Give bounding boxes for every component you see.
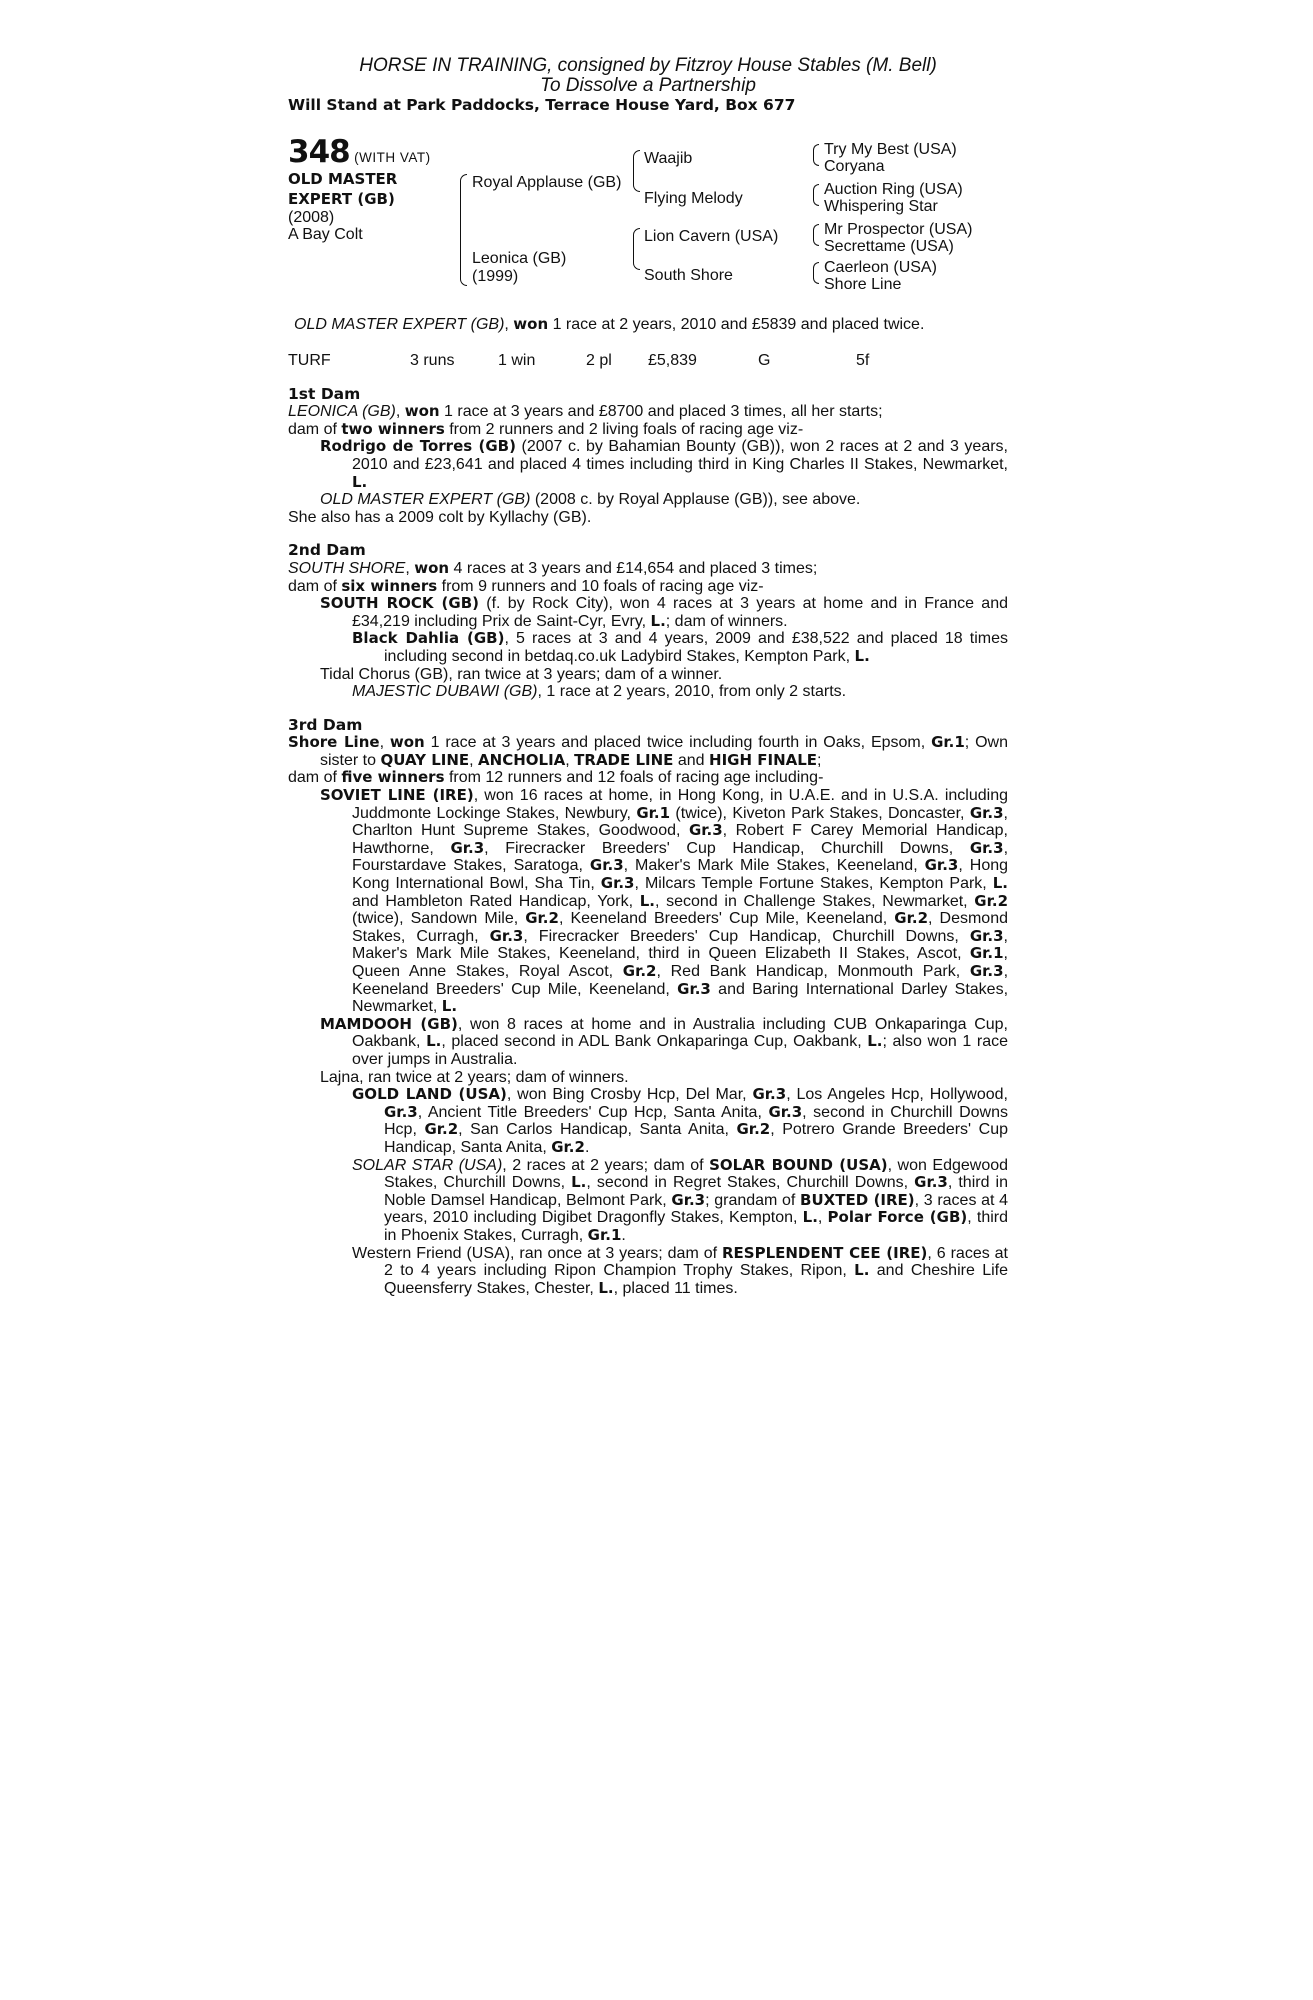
consignor-line: HORSE IN TRAINING, consigned by Fitzroy House Stables (M. Bell) (359, 55, 937, 76)
turf-earnings: £5,839 (648, 351, 697, 369)
pedigree-sire-dam: Flying Melody (644, 190, 743, 207)
produce-entry: MAMDOOH (GB), won 8 races at home and in Australia including CUB Onkaparinga Cup, Oakbank, L., placed second in ADL Bank Onkaparinga Cup, Oakbank, L.; also won 1 race over jumps in Australia. (320, 1014, 1008, 1068)
turf-label: TURF (288, 351, 331, 369)
second-dam-section: 2nd Dam SOUTH SHORE, won 4 races at 3 years and £14,654 and placed 3 times; dam of six winners from 9 runners and 10 foals of racing age viz- SOUTH ROCK (GB) (f. by Rock City), won 4 races at 3 years at home and in France and £34,219 including Prix de Saint-Cyr, Evry, L.; dam of winners. Black Dahlia (GB), 5 races at 3 and 4 years, 2009 and £38,522 and placed 18 times including second in betdaq.co.uk Ladybird Stakes, Kempton Park, L. Tidal Chorus (GB), ran twice at 3 years; dam of a winner. MAJESTIC DUBAWI (GB), 1 race at 2 years, 2010, from only 2 starts. (288, 541, 1008, 701)
produce-entry: GOLD LAND (USA), won Bing Crosby Hcp, Del Mar, Gr.3, Los Angeles Hcp, Hollywood, Gr.3, Ancient Title Breeders' Cup Hcp, Santa Anita, Gr.3, second in Churchill Downs Hcp, Gr.2, San Carlos Handicap, Santa Anita, Gr.2, Potrero Grande Breeders' Cup Handicap, Santa Anita, Gr.2. (352, 1085, 1009, 1156)
produce-entry: OLD MASTER EXPERT (GB) (2008 c. by Royal Applause (GB)), see above. (320, 491, 861, 509)
pedigree-sire-sire: Waajib (644, 150, 693, 167)
produce-entry: Rodrigo de Torres (GB) (2007 c. by Bahamian Bounty (GB)), won 2 races at 2 and 3 years, 2010 and £23,641 and placed 4 times including third in King Charles II Stakes, Newmarket, L. (320, 437, 1009, 491)
pedigree-g4: Whispering Star (824, 198, 938, 215)
turf-wins: 1 win (498, 351, 536, 369)
g-brace-3 (813, 224, 819, 246)
race-summary: OLD MASTER EXPERT (GB), won 1 race at 2 years, 2010 and £5839 and placed twice. (294, 315, 925, 333)
foaling-year: (2008) (288, 208, 335, 226)
produce-entry: Lajna, ran twice at 2 years; dam of winners. (320, 1068, 629, 1086)
produce-entry: Western Friend (USA), ran once at 3 years; dam of RESPLENDENT CEE (IRE), 6 races at 2 to 4 years including Ripon Champion Trophy Stakes, Ripon, L. and Cheshire Life Queensferry Stakes, Chester, L., placed 11 times. (352, 1243, 1009, 1297)
pedigree-dam-dam: South Shore (644, 267, 733, 284)
turf-runs: 3 runs (410, 351, 455, 369)
pedigree-g7: Caerleon (USA) (824, 259, 937, 276)
first-dam-heading: 1st Dam (288, 384, 361, 403)
first-dam-section: 1st Dam LEONICA (GB), won 1 race at 3 years and £8700 and placed 3 times, all her starts; dam of two winners from 2 runners and 2 living foals of racing age viz- Rodrigo de Torres (GB) (2007 c. by Bahamian Bounty (GB)), won 2 races at 2 and 3 years, 2010 and £23,641 and placed 4 times including third in King Charles II Stakes, Newmarket, L. OLD MASTER EXPERT (GB) (2008 c. by Royal Applause (GB)), see above. She also has a 2009 colt by Kyllachy (GB). (288, 384, 1009, 526)
turf-record (288, 352, 1008, 370)
sire-parents-brace (633, 150, 640, 192)
second-dam-heading: 2nd Dam (288, 541, 366, 560)
g-brace-4 (813, 262, 819, 284)
g-brace-2 (813, 184, 819, 206)
g-brace-1 (813, 144, 819, 166)
produce-entry: MAJESTIC DUBAWI (GB), 1 race at 2 years, 2010, from only 2 starts. (352, 683, 847, 701)
horse-name: OLD MASTER EXPERT (GB) (288, 169, 398, 208)
pedigree-g5: Mr Prospector (USA) (824, 221, 973, 238)
pedigree-sire: Royal Applause (GB) (472, 174, 622, 191)
stand-location-line: Will Stand at Park Paddocks, Terrace House Yard, Box 677 (288, 96, 796, 114)
pedigree-dam-sire: Lion Cavern (USA) (644, 228, 779, 245)
produce-entry: SOUTH ROCK (GB) (f. by Rock City), won 4 races at 3 years at home and in France and £34,219 including Prix de Saint-Cyr, Evry, L.; dam of winners. (320, 594, 1008, 630)
turf-placed: 2 pl (586, 351, 612, 369)
pedigree-g2: Coryana (824, 158, 885, 175)
catalogue-page (288, 55, 1009, 1297)
turf-going: G (758, 351, 771, 369)
pedigree-g3: Auction Ring (USA) (824, 181, 963, 198)
dam-parents-brace (633, 228, 640, 270)
lot-number: 348 (288, 134, 350, 170)
pedigree-g6: Secrettame (USA) (824, 238, 954, 255)
third-dam-heading: 3rd Dam (288, 715, 363, 734)
third-dam-section: 3rd Dam Shore Line, won 1 race at 3 years and placed twice including fourth in Oaks, Epsom, Gr.1; Own sister to QUAY LINE, ANCHOLIA, TRADE LINE and HIGH FINALE; dam of five winners from 12 runners and 12 foals of racing age including- SOVIET LINE (IRE), won 16 races at home, in Hong Kong, in U.A.E. and in U.S.A. including Juddmonte Lockinge Stakes, Newbury, Gr.1 (twice), Kiveton Park Stakes, Doncaster, Gr.3, Charlton Hunt Supreme Stakes, Goodwood, Gr.3, Robert F Carey Memorial Handicap, Hawthorne, Gr.3, Firecracker Breeders' Cup Handicap, Churchill Downs, Gr.3, Fourstardave Stakes, Saratoga, Gr.3, Maker's Mark Mile Stakes, Keeneland, Gr.3, Hong Kong International Bowl, Sha Tin, Gr.3, Milcars Temple Fortune Stakes, Kempton Park, L. and Hambleton Rated Handicap, York, L., second in Challenge Stakes, Newmarket, Gr.2 (twice), Sandown Mile, Gr.2, Keeneland Breeders' Cup Mile, Keeneland, Gr.2, Desmond Stakes, Curragh, Gr.3, Firecracker Breeders' Cup Handicap, Churchill Downs, Gr.3, Maker's Mark Mile Stakes, Keeneland, third in Queen Elizabeth II Stakes, Ascot, Gr.1, Queen Anne Stakes, Royal Ascot, Gr.2, Red Bank Handicap, Monmouth Park, Gr.3, Keeneland Breeders' Cup Mile, Keeneland, Gr.3 and Baring International Darley Stakes, Newmarket, L. MAMDOOH (GB), won 8 races at home and in Australia including CUB Onkaparinga Cup, Oakbank, L., placed second in ADL Bank Onkaparinga Cup, Oakbank, L.; also won 1 race over jumps in Australia. Lajna, ran twice at 2 years; dam of winners. GOLD LAND (USA), won Bing Crosby Hcp, Del Mar, Gr.3, Los Angeles Hcp, Hollywood, Gr.3, Ancient Title Breeders' Cup Hcp, Santa Anita, Gr.3, second in Churchill Downs Hcp, Gr.2, San Carlos Handicap, Santa Anita, Gr.2, Potrero Grande Breeders' Cup Handicap, Santa Anita, Gr.2. SOLAR STAR (USA), 2 races at 2 years; dam of SOLAR BOUND (USA), won Edgewood Stakes, Churchill Downs, L., second in Regret Stakes, Churchill Downs, Gr.3, third in Noble Damsel Handicap, Belmont Park, Gr.3; grandam of BUXTED (IRE), 3 races at 4 years, 2010 including Digibet Dragonfly Stakes, Kempton, L., Polar Force (GB), third in Phoenix Stakes, Curragh, Gr.1. Western Friend (USA), ran once at 3 years; dam of RESPLENDENT CEE (IRE), 6 races at 2 to 4 years including Ripon Champion Trophy Stakes, Ripon, L. and Cheshire Life Queensferry Stakes, Chester, L., placed 11 times. (288, 715, 1009, 1297)
pedigree-dam: Leonica (GB) (472, 250, 567, 267)
turf-distance: 5f (856, 351, 870, 369)
pedigree-g8: Shore Line (824, 276, 902, 293)
vat-label: (WITH VAT) (354, 150, 431, 165)
horse-description: A Bay Colt (288, 226, 363, 244)
sale-reason-line: To Dissolve a Partnership (540, 75, 756, 96)
produce-entry: SOVIET LINE (IRE), won 16 races at home, in Hong Kong, in U.A.E. and in U.S.A. including Juddmonte Lockinge Stakes, Newbury, Gr.1 (twice), Kiveton Park Stakes, Doncaster, Gr.3, Charlton Hunt Supreme Stakes, Goodwood, Gr.3, Robert F Carey Memorial Handicap, Hawthorne, Gr.3, Firecracker Breeders' Cup Handicap, Churchill Downs, Gr.3, Fourstardave Stakes, Saratoga, Gr.3, Maker's Mark Mile Stakes, Keeneland, Gr.3, Hong Kong International Bowl, Sha Tin, Gr.3, Milcars Temple Fortune Stakes, Kempton Park, L. and Hambleton Rated Handicap, York, L., second in Challenge Stakes, Newmarket, Gr.2 (twice), Sandown Mile, Gr.2, Keeneland Breeders' Cup Mile, Keeneland, Gr.2, Desmond Stakes, Curragh, Gr.3, Firecracker Breeders' Cup Handicap, Churchill Downs, Gr.3, Maker's Mark Mile Stakes, Keeneland, third in Queen Elizabeth II Stakes, Ascot, Gr.1, Queen Anne Stakes, Royal Ascot, Gr.2, Red Bank Handicap, Monmouth Park, Gr.3, Keeneland Breeders' Cup Mile, Keeneland, Gr.3 and Baring International Darley Stakes, Newmarket, L. (320, 786, 1009, 1016)
produce-entry: Black Dahlia (GB), 5 races at 3 and 4 years, 2009 and £38,522 and placed 18 times including second in betdaq.co.uk Ladybird Stakes, Kempton Park, L. (352, 629, 1008, 665)
pedigree-chart (288, 141, 1008, 304)
produce-entry: SOLAR STAR (USA), 2 races at 2 years; dam of SOLAR BOUND (USA), won Edgewood Stakes, Churchill Downs, L., second in Regret Stakes, Churchill Downs, Gr.3, third in Noble Damsel Handicap, Belmont Park, Gr.3; grandam of BUXTED (IRE), 3 races at 4 years, 2010 including Digibet Dragonfly Stakes, Kempton, L., Polar Force (GB), third in Phoenix Stakes, Curragh, Gr.1. (352, 1155, 1009, 1244)
produce-entry: Tidal Chorus (GB), ran twice at 3 years; dam of a winner. (320, 665, 723, 683)
pedigree-dam-year: (1999) (472, 268, 519, 285)
sire-dam-brace (460, 174, 467, 286)
pedigree-g1: Try My Best (USA) (824, 141, 957, 158)
catalogue-body (288, 316, 1008, 1297)
